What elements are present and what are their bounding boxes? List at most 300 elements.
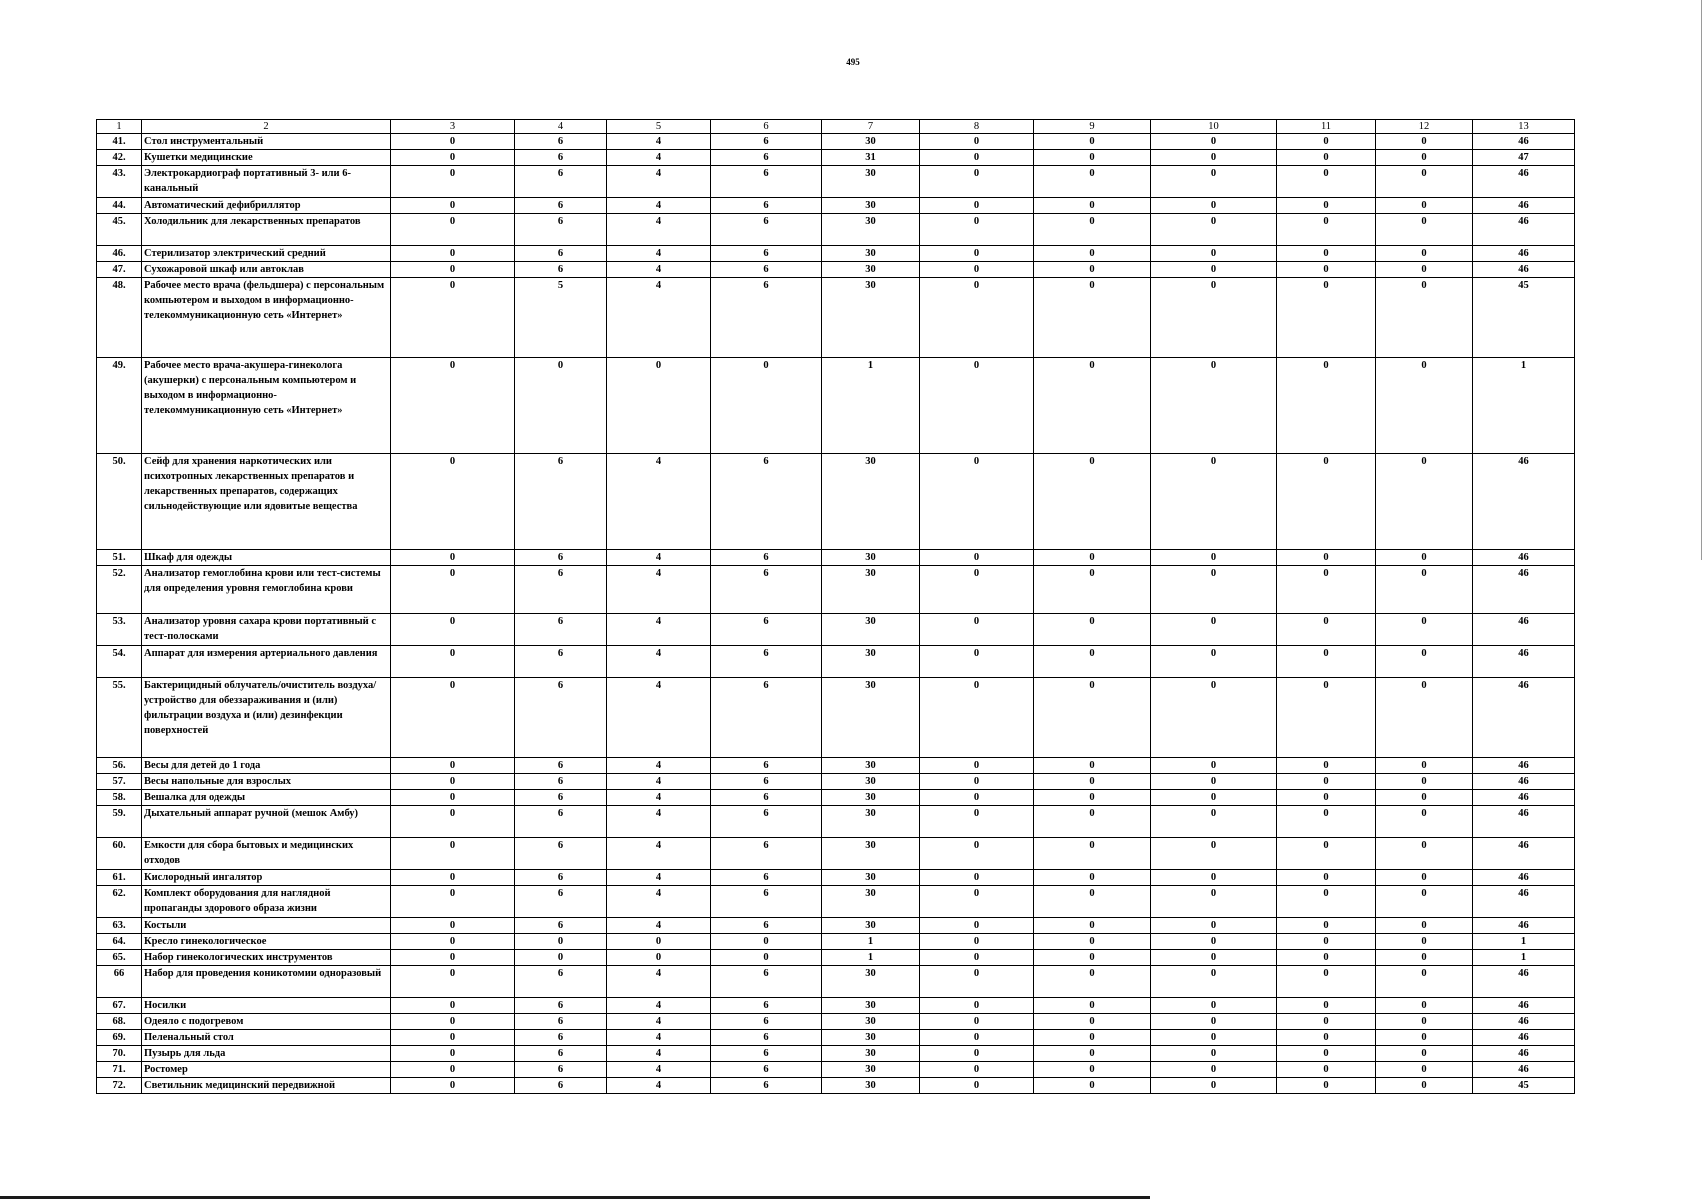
quantity-cell: 0 — [1034, 806, 1151, 838]
table-row — [97, 358, 1575, 454]
scan-border-bottom — [0, 1196, 1150, 1199]
quantity-cell: 0 — [1376, 774, 1473, 790]
quantity-cell: 0 — [920, 950, 1034, 966]
quantity-cell: 5 — [515, 278, 607, 358]
row-number: 66 — [97, 966, 142, 998]
row-number: 62. — [97, 886, 142, 918]
quantity-cell: 0 — [1034, 758, 1151, 774]
quantity-cell: 0 — [1376, 678, 1473, 758]
quantity-cell: 0 — [1277, 198, 1376, 214]
quantity-cell: 0 — [920, 278, 1034, 358]
table-row — [97, 166, 1575, 198]
quantity-cell: 0 — [1376, 1046, 1473, 1062]
quantity-cell: 0 — [1034, 246, 1151, 262]
table-row — [97, 1014, 1575, 1030]
quantity-cell: 4 — [607, 966, 711, 998]
equipment-name: Набор гинекологических инструментов — [142, 950, 391, 966]
equipment-name: Носилки — [142, 998, 391, 1014]
quantity-cell: 0 — [920, 134, 1034, 150]
quantity-cell: 0 — [1151, 1014, 1277, 1030]
equipment-name: Емкости для сбора бытовых и медицинских отходов — [142, 838, 391, 870]
quantity-cell: 46 — [1473, 1046, 1575, 1062]
quantity-cell: 0 — [391, 758, 515, 774]
quantity-cell: 0 — [920, 262, 1034, 278]
quantity-cell: 6 — [711, 246, 822, 262]
quantity-cell: 0 — [1034, 998, 1151, 1014]
row-number: 70. — [97, 1046, 142, 1062]
equipment-name: Анализатор гемоглобина крови или тест-системы для определения уровня гемоглобина крови — [142, 566, 391, 614]
quantity-cell: 0 — [1151, 886, 1277, 918]
quantity-cell: 6 — [515, 678, 607, 758]
quantity-cell: 0 — [391, 838, 515, 870]
quantity-cell: 4 — [607, 998, 711, 1014]
quantity-cell: 0 — [1034, 278, 1151, 358]
quantity-cell: 0 — [391, 646, 515, 678]
quantity-cell: 0 — [1151, 214, 1277, 246]
equipment-name: Светильник медицинский передвижной — [142, 1078, 391, 1094]
table-row — [97, 870, 1575, 886]
quantity-cell: 46 — [1473, 1014, 1575, 1030]
row-number: 44. — [97, 198, 142, 214]
row-number: 55. — [97, 678, 142, 758]
quantity-cell: 0 — [391, 774, 515, 790]
equipment-name: Стол инструментальный — [142, 134, 391, 150]
quantity-cell: 0 — [1277, 758, 1376, 774]
table-row — [97, 198, 1575, 214]
quantity-cell: 30 — [822, 550, 920, 566]
quantity-cell: 0 — [920, 614, 1034, 646]
quantity-cell: 1 — [822, 934, 920, 950]
quantity-cell: 0 — [1034, 1078, 1151, 1094]
table-row — [97, 998, 1575, 1014]
equipment-name: Дыхательный аппарат ручной (мешок Амбу) — [142, 806, 391, 838]
quantity-cell: 0 — [1034, 870, 1151, 886]
quantity-cell: 6 — [711, 966, 822, 998]
row-number: 60. — [97, 838, 142, 870]
quantity-cell: 0 — [1277, 614, 1376, 646]
quantity-cell: 4 — [607, 150, 711, 166]
table-row — [97, 246, 1575, 262]
quantity-cell: 0 — [1034, 262, 1151, 278]
quantity-cell: 0 — [1376, 998, 1473, 1014]
quantity-cell: 1 — [1473, 358, 1575, 454]
quantity-cell: 45 — [1473, 278, 1575, 358]
quantity-cell: 6 — [515, 198, 607, 214]
row-number: 56. — [97, 758, 142, 774]
quantity-cell: 30 — [822, 454, 920, 550]
quantity-cell: 0 — [1376, 886, 1473, 918]
row-number: 51. — [97, 550, 142, 566]
quantity-cell: 0 — [711, 950, 822, 966]
quantity-cell: 0 — [1376, 1014, 1473, 1030]
quantity-cell: 46 — [1473, 166, 1575, 198]
table-row — [97, 614, 1575, 646]
quantity-cell: 0 — [607, 950, 711, 966]
table-row — [97, 646, 1575, 678]
quantity-cell: 0 — [1034, 614, 1151, 646]
quantity-cell: 6 — [515, 150, 607, 166]
quantity-cell: 0 — [1376, 934, 1473, 950]
quantity-cell: 0 — [1277, 966, 1376, 998]
quantity-cell: 46 — [1473, 758, 1575, 774]
table-row — [97, 678, 1575, 758]
quantity-cell: 0 — [1376, 278, 1473, 358]
quantity-cell: 0 — [1277, 566, 1376, 614]
quantity-cell: 46 — [1473, 678, 1575, 758]
quantity-cell: 0 — [1151, 1078, 1277, 1094]
quantity-cell: 0 — [391, 166, 515, 198]
column-header: 11 — [1277, 120, 1376, 134]
quantity-cell: 6 — [711, 1030, 822, 1046]
row-number: 50. — [97, 454, 142, 550]
equipment-name: Анализатор уровня сахара крови портативный с тест-полосками — [142, 614, 391, 646]
equipment-name: Аппарат для измерения артериального давления — [142, 646, 391, 678]
quantity-cell: 46 — [1473, 454, 1575, 550]
quantity-cell: 6 — [711, 918, 822, 934]
quantity-cell: 46 — [1473, 214, 1575, 246]
row-number: 49. — [97, 358, 142, 454]
quantity-cell: 0 — [1034, 150, 1151, 166]
quantity-cell: 30 — [822, 262, 920, 278]
quantity-cell: 30 — [822, 134, 920, 150]
row-number: 52. — [97, 566, 142, 614]
row-number: 67. — [97, 998, 142, 1014]
quantity-cell: 0 — [1151, 870, 1277, 886]
quantity-cell: 0 — [1376, 214, 1473, 246]
quantity-cell: 0 — [1151, 966, 1277, 998]
quantity-cell: 0 — [391, 246, 515, 262]
quantity-cell: 0 — [391, 278, 515, 358]
row-number: 64. — [97, 934, 142, 950]
quantity-cell: 46 — [1473, 614, 1575, 646]
quantity-cell: 0 — [1151, 614, 1277, 646]
quantity-cell: 46 — [1473, 886, 1575, 918]
table-row — [97, 886, 1575, 918]
quantity-cell: 4 — [607, 870, 711, 886]
quantity-cell: 0 — [1034, 1062, 1151, 1078]
quantity-cell: 6 — [711, 678, 822, 758]
quantity-cell: 0 — [920, 918, 1034, 934]
quantity-cell: 6 — [515, 774, 607, 790]
column-header: 8 — [920, 120, 1034, 134]
quantity-cell: 0 — [1034, 790, 1151, 806]
row-number: 68. — [97, 1014, 142, 1030]
quantity-cell: 0 — [1277, 646, 1376, 678]
quantity-cell: 0 — [920, 198, 1034, 214]
quantity-cell: 46 — [1473, 550, 1575, 566]
equipment-name: Ростомер — [142, 1062, 391, 1078]
quantity-cell: 6 — [711, 758, 822, 774]
quantity-cell: 0 — [920, 358, 1034, 454]
quantity-cell: 0 — [391, 790, 515, 806]
quantity-cell: 6 — [515, 1014, 607, 1030]
quantity-cell: 0 — [1376, 198, 1473, 214]
quantity-cell: 30 — [822, 678, 920, 758]
quantity-cell: 6 — [515, 870, 607, 886]
quantity-cell: 0 — [920, 966, 1034, 998]
column-header: 12 — [1376, 120, 1473, 134]
equipment-name: Весы напольные для взрослых — [142, 774, 391, 790]
quantity-cell: 30 — [822, 1046, 920, 1062]
row-number: 59. — [97, 806, 142, 838]
row-number: 53. — [97, 614, 142, 646]
table-row — [97, 1062, 1575, 1078]
quantity-cell: 4 — [607, 1062, 711, 1078]
quantity-cell: 6 — [711, 886, 822, 918]
quantity-cell: 30 — [822, 1014, 920, 1030]
quantity-cell: 45 — [1473, 1078, 1575, 1094]
equipment-name: Пузырь для льда — [142, 1046, 391, 1062]
quantity-cell: 4 — [607, 838, 711, 870]
quantity-cell: 4 — [607, 1014, 711, 1030]
table-body — [97, 120, 1575, 1094]
quantity-cell: 0 — [1376, 358, 1473, 454]
quantity-cell: 0 — [1376, 262, 1473, 278]
equipment-name: Сухожаровой шкаф или автоклав — [142, 262, 391, 278]
quantity-cell: 0 — [1151, 934, 1277, 950]
quantity-cell: 0 — [1376, 1062, 1473, 1078]
quantity-cell: 4 — [607, 758, 711, 774]
column-header: 9 — [1034, 120, 1151, 134]
quantity-cell: 0 — [1151, 550, 1277, 566]
quantity-cell: 0 — [1151, 838, 1277, 870]
quantity-cell: 46 — [1473, 246, 1575, 262]
quantity-cell: 6 — [515, 758, 607, 774]
table-row — [97, 758, 1575, 774]
table-row — [97, 838, 1575, 870]
quantity-cell: 6 — [711, 262, 822, 278]
quantity-cell: 4 — [607, 198, 711, 214]
quantity-cell: 46 — [1473, 1062, 1575, 1078]
quantity-cell: 0 — [391, 950, 515, 966]
quantity-cell: 0 — [1151, 950, 1277, 966]
quantity-cell: 0 — [1151, 166, 1277, 198]
quantity-cell: 0 — [1277, 358, 1376, 454]
quantity-cell: 0 — [1376, 454, 1473, 550]
equipment-name: Шкаф для одежды — [142, 550, 391, 566]
quantity-cell: 0 — [607, 358, 711, 454]
table-row — [97, 550, 1575, 566]
quantity-cell: 0 — [1277, 790, 1376, 806]
table-row — [97, 934, 1575, 950]
quantity-cell: 0 — [920, 1030, 1034, 1046]
quantity-cell: 46 — [1473, 838, 1575, 870]
table-row — [97, 1030, 1575, 1046]
quantity-cell: 0 — [1277, 678, 1376, 758]
quantity-cell: 6 — [711, 134, 822, 150]
quantity-cell: 0 — [1034, 1014, 1151, 1030]
quantity-cell: 0 — [1151, 134, 1277, 150]
quantity-cell: 4 — [607, 774, 711, 790]
quantity-cell: 0 — [920, 166, 1034, 198]
quantity-cell: 0 — [920, 1078, 1034, 1094]
quantity-cell: 0 — [920, 1014, 1034, 1030]
quantity-cell: 30 — [822, 246, 920, 262]
quantity-cell: 0 — [1151, 774, 1277, 790]
quantity-cell: 6 — [515, 886, 607, 918]
quantity-cell: 0 — [1376, 838, 1473, 870]
quantity-cell: 6 — [515, 566, 607, 614]
quantity-cell: 0 — [1277, 934, 1376, 950]
quantity-cell: 6 — [711, 454, 822, 550]
quantity-cell: 0 — [1151, 262, 1277, 278]
quantity-cell: 6 — [515, 918, 607, 934]
quantity-cell: 0 — [391, 550, 515, 566]
quantity-cell: 0 — [1034, 166, 1151, 198]
quantity-cell: 46 — [1473, 646, 1575, 678]
quantity-cell: 0 — [1034, 774, 1151, 790]
quantity-cell: 4 — [607, 278, 711, 358]
quantity-cell: 0 — [391, 358, 515, 454]
quantity-cell: 0 — [1376, 150, 1473, 166]
quantity-cell: 4 — [607, 1078, 711, 1094]
quantity-cell: 4 — [607, 566, 711, 614]
quantity-cell: 0 — [1376, 950, 1473, 966]
quantity-cell: 4 — [607, 886, 711, 918]
quantity-cell: 0 — [1034, 950, 1151, 966]
quantity-cell: 6 — [711, 774, 822, 790]
quantity-cell: 0 — [920, 1046, 1034, 1062]
quantity-cell: 30 — [822, 918, 920, 934]
quantity-cell: 0 — [920, 774, 1034, 790]
quantity-cell: 0 — [1151, 1062, 1277, 1078]
table-row — [97, 566, 1575, 614]
quantity-cell: 6 — [515, 790, 607, 806]
quantity-cell: 1 — [1473, 950, 1575, 966]
column-header-row — [97, 120, 1575, 134]
quantity-cell: 0 — [1034, 1046, 1151, 1062]
row-number: 71. — [97, 1062, 142, 1078]
quantity-cell: 6 — [711, 150, 822, 166]
row-number: 69. — [97, 1030, 142, 1046]
quantity-cell: 6 — [515, 246, 607, 262]
quantity-cell: 4 — [607, 790, 711, 806]
quantity-cell: 0 — [1034, 198, 1151, 214]
quantity-cell: 0 — [1376, 806, 1473, 838]
quantity-cell: 0 — [391, 262, 515, 278]
quantity-cell: 30 — [822, 1062, 920, 1078]
quantity-cell: 0 — [1376, 790, 1473, 806]
quantity-cell: 6 — [515, 614, 607, 646]
quantity-cell: 0 — [515, 934, 607, 950]
quantity-cell: 0 — [1151, 998, 1277, 1014]
equipment-name: Бактерицидный облучатель/очиститель воздуха/устройство для обеззараживания и (или) фильтрации воздуха и (или) дезинфекции поверхностей — [142, 678, 391, 758]
quantity-cell: 6 — [515, 838, 607, 870]
row-number: 41. — [97, 134, 142, 150]
scan-border-right — [1701, 0, 1702, 560]
quantity-cell: 46 — [1473, 998, 1575, 1014]
quantity-cell: 0 — [920, 246, 1034, 262]
quantity-cell: 0 — [391, 918, 515, 934]
quantity-cell: 0 — [920, 790, 1034, 806]
quantity-cell: 0 — [1376, 246, 1473, 262]
quantity-cell: 4 — [607, 1030, 711, 1046]
equipment-name: Одеяло с подогревом — [142, 1014, 391, 1030]
quantity-cell: 6 — [515, 134, 607, 150]
quantity-cell: 6 — [711, 870, 822, 886]
quantity-cell: 6 — [711, 166, 822, 198]
quantity-cell: 0 — [1034, 134, 1151, 150]
quantity-cell: 46 — [1473, 134, 1575, 150]
quantity-cell: 0 — [391, 870, 515, 886]
quantity-cell: 0 — [1277, 134, 1376, 150]
quantity-cell: 6 — [711, 838, 822, 870]
quantity-cell: 0 — [1151, 1046, 1277, 1062]
quantity-cell: 4 — [607, 166, 711, 198]
table-row — [97, 774, 1575, 790]
quantity-cell: 4 — [607, 246, 711, 262]
quantity-cell: 0 — [391, 566, 515, 614]
table-row — [97, 1046, 1575, 1062]
quantity-cell: 6 — [515, 454, 607, 550]
quantity-cell: 0 — [1376, 134, 1473, 150]
equipment-name: Рабочее место врача-акушера-гинеколога (акушерки) с персональным компьютером и выходом в информационно-телекоммуникационную сеть «Интернет» — [142, 358, 391, 454]
quantity-cell: 6 — [515, 966, 607, 998]
equipment-name: Кислородный ингалятор — [142, 870, 391, 886]
quantity-cell: 0 — [1376, 646, 1473, 678]
quantity-cell: 0 — [1277, 1046, 1376, 1062]
quantity-cell: 0 — [391, 886, 515, 918]
quantity-cell: 47 — [1473, 150, 1575, 166]
quantity-cell: 30 — [822, 166, 920, 198]
quantity-cell: 0 — [1277, 150, 1376, 166]
quantity-cell: 0 — [1277, 278, 1376, 358]
quantity-cell: 1 — [822, 950, 920, 966]
quantity-cell: 0 — [711, 358, 822, 454]
equipment-name: Холодильник для лекарственных препаратов — [142, 214, 391, 246]
quantity-cell: 4 — [607, 214, 711, 246]
quantity-cell: 6 — [711, 566, 822, 614]
equipment-name: Автоматический дефибриллятор — [142, 198, 391, 214]
quantity-cell: 0 — [607, 934, 711, 950]
row-number: 54. — [97, 646, 142, 678]
quantity-cell: 46 — [1473, 790, 1575, 806]
quantity-cell: 0 — [1034, 214, 1151, 246]
quantity-cell: 0 — [1034, 838, 1151, 870]
table-row — [97, 150, 1575, 166]
quantity-cell: 0 — [1277, 166, 1376, 198]
quantity-cell: 0 — [1277, 214, 1376, 246]
quantity-cell: 4 — [607, 134, 711, 150]
quantity-cell: 0 — [920, 806, 1034, 838]
quantity-cell: 0 — [391, 934, 515, 950]
quantity-cell: 0 — [1034, 934, 1151, 950]
quantity-cell: 0 — [391, 150, 515, 166]
quantity-cell: 46 — [1473, 918, 1575, 934]
quantity-cell: 0 — [1277, 1014, 1376, 1030]
quantity-cell: 0 — [391, 198, 515, 214]
row-number: 45. — [97, 214, 142, 246]
row-number: 48. — [97, 278, 142, 358]
quantity-cell: 6 — [711, 646, 822, 678]
equipment-name: Электрокардиограф портативный 3- или 6-канальный — [142, 166, 391, 198]
equipment-name: Стерилизатор электрический средний — [142, 246, 391, 262]
row-number: 63. — [97, 918, 142, 934]
row-number: 46. — [97, 246, 142, 262]
quantity-cell: 30 — [822, 806, 920, 838]
table-row — [97, 134, 1575, 150]
quantity-cell: 6 — [515, 806, 607, 838]
quantity-cell: 0 — [1376, 166, 1473, 198]
quantity-cell: 6 — [515, 262, 607, 278]
row-number: 42. — [97, 150, 142, 166]
quantity-cell: 0 — [1151, 790, 1277, 806]
quantity-cell: 0 — [1277, 246, 1376, 262]
quantity-cell: 6 — [711, 1014, 822, 1030]
quantity-cell: 0 — [1151, 646, 1277, 678]
quantity-cell: 0 — [391, 614, 515, 646]
quantity-cell: 46 — [1473, 966, 1575, 998]
